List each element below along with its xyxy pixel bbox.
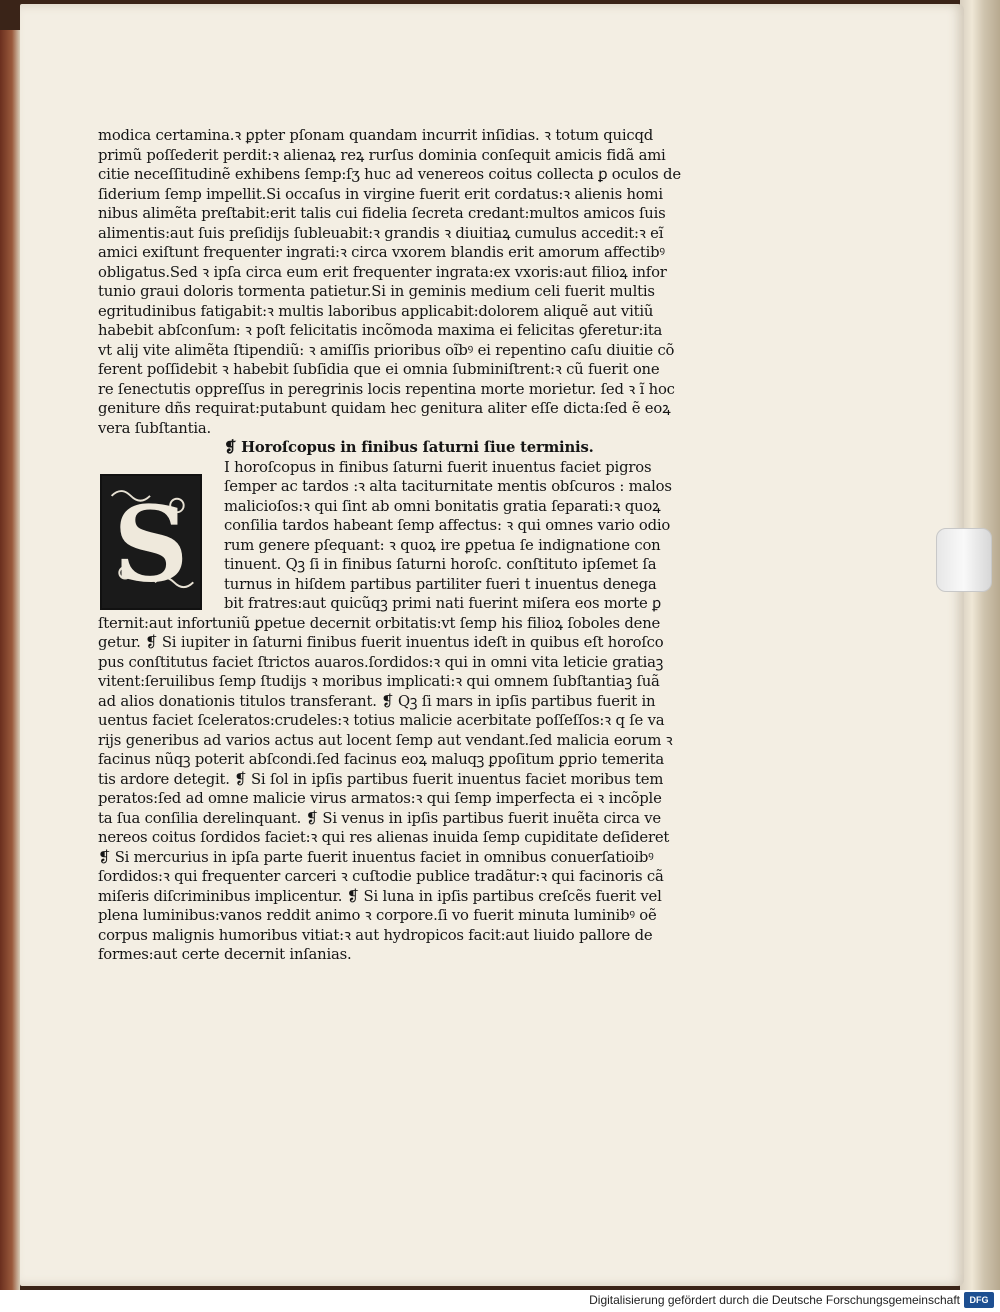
text-line: pus conſtitutus faciet ſtrictos auaros.ſordidos:ꝛ qui in omni vita leticie gratiaꝫ	[98, 653, 664, 671]
text-line: malicioſos:ꝛ qui ſint ab omni bonitatis gratia ſeparati:ꝛ quoꝝ	[224, 497, 661, 515]
text-line: getur. ❡ Si iupiter in ſaturni finibus fuerit inuentus ideſt in quibus eſt horoſco	[98, 634, 664, 651]
text-line: uentus faciet ſceleratos:crudeles:ꝛ totius malicie acerbitate poſſeſſos:ꝛ q ſe va	[98, 712, 665, 729]
text-line: turnus in hiſdem partibus partiliter fueri t inuentus denega	[224, 575, 657, 593]
text-line: miſeris diſcriminibus implicentur. ❡ Si luna in ipſis partibus creſcẽs fuerit vel	[98, 887, 662, 905]
text-line: ferent poſſidebit ꝛ habebit ſubſidia que ei omnia ſubminiſtrent:ꝛ cũ fuerit one	[98, 361, 660, 378]
section-heading: ❡ Horoſcopus in finibus ſaturni ſiue terminis.	[224, 439, 594, 456]
text-line: conſilia tardos habeant ſemp affectus: ꝛ qui omnes vario odio	[224, 517, 671, 534]
text-line: vitent:ſeruilibus ſemp ſtudijs ꝛ moribus implicati:ꝛ qui omnem ſubſtantiaꝫ ſuã	[98, 673, 660, 690]
text-line: vera ſubſtantia.	[98, 419, 211, 437]
book-page-edges	[960, 0, 1000, 1290]
text-line: obligatus.Sed ꝛ ipſa circa eum erit frequenter ingrata:ex vxoris:aut filioꝝ infor	[98, 263, 667, 281]
text-line: facinus nũqꝫ poterit abſcondi.ſed facinus eoꝝ maluqꝫ ꝑpoſitum ꝑprio temerita	[98, 751, 665, 768]
text-line: citie neceſſitudinẽ exhibens ſemp:ſʒ huc ad venereos coitus collecta ꝑ oculos de	[98, 166, 681, 183]
text-line: tis ardore detegit. ❡ Si ſol in ipſis partibus fuerit inuentus faciet moribus tem	[98, 770, 664, 788]
text-line: rijs generibus ad varios actus aut locent ſemp aut vendant.ſed malicia eorum ꝛ	[98, 731, 673, 749]
text-line: re ſenectutis oppreſſus in peregrinis locis repentina morte morietur. ſed ꝛ ĩ hoc	[98, 380, 675, 398]
initial-glyph: S	[113, 484, 189, 606]
funding-credit: Digitalisierung gefördert durch die Deutsche Forschungsgemeinschaft	[589, 1293, 960, 1307]
text-line: modica certamina.ꝛ ꝑpter pſonam quandam incurrit inſidias. ꝛ totum quicqd	[98, 127, 654, 144]
text-line: ta ſua conſilia derelinquant. ❡ Si venus in ipſis partibus fuerit inuẽta circa ve	[98, 809, 661, 827]
paper-clip-tab	[936, 528, 992, 592]
text-line: tinuent. Qꝫ ſi in finibus ſaturni horoſc. conſtituto ipſemet ſa	[224, 556, 657, 573]
text-line: amici exiſtunt frequenter ingrati:ꝛ circa vxorem blandis erit amorum affectibꝰ	[98, 244, 665, 261]
text-line: nereos coitus ſordidos faciet:ꝛ qui res alienas inuida ſemp cupiditate deſideret	[98, 829, 670, 846]
text-line: plena luminibus:vanos reddit animo ꝛ corpore.ſi vo fuerit minuta luminibꝰ oẽ	[98, 907, 657, 924]
text-line: alimentis:aut ſuis preſidijs ſubleuabit:ꝛ grandis ꝛ diuitiaꝝ cumulus accedit:ꝛ eĩ	[98, 224, 664, 242]
text-line: peratos:ſed ad omne malicie virus armatos:ꝛ qui ſemp imperfecta ei ꝛ incõple	[98, 790, 662, 807]
text-line: egritudinibus fatigabit:ꝛ multis laboribus applicabit:dolorem aliquẽ aut vitiũ	[98, 302, 654, 320]
text-line: ad alios donationis titulos transferant. ❡ Qꝫ ſi mars in ipſis partibus fuerit in	[98, 692, 656, 710]
text-line: I horoſcopus in finibus ſaturni fuerit inuentus faciet pigros	[224, 458, 652, 476]
text-line: corpus malignis humoribus vitiat:ꝛ aut hydropicos facit:aut liuido pallore de	[98, 926, 653, 944]
text-line: primũ poſſederit perdit:ꝛ alienaꝝ reꝝ rurſus dominia conſequit amicis fidã ami	[98, 146, 666, 164]
text-line: formes:aut certe decernit inſanias.	[98, 946, 352, 963]
text-line: tunio graui doloris tormenta patietur.Si in geminis medium celi fuerit multis	[98, 283, 655, 300]
book-binding	[0, 30, 20, 1290]
text-line: geniture dñs requirat:putabunt quidam hec genitura aliter eſſe dicta:ſed ẽ eoꝝ	[98, 400, 671, 417]
text-line: bit fratres:aut quicũqꝫ primi nati fuerint miſera eos morte ꝑ	[224, 595, 661, 612]
text-line: ❡ Si mercurius in ipſa parte fuerit inuentus faciet in omnibus conuerſatioibꝰ	[98, 848, 654, 866]
text-line: ſiderium ſemp impellit.Si occaſus in virgine fuerit erit cordatus:ꝛ alienis homi	[98, 185, 663, 203]
decorated-initial-letter	[100, 474, 202, 610]
footer-bar	[0, 1290, 1000, 1312]
text-line: ſemper ac tardos :ꝛ alta taciturnitate mentis obſcuros : malos	[224, 478, 672, 495]
text-line: nibus alimẽta preſtabit:erit talis cui fidelia ſecreta credant:multos amicos ſuis	[98, 205, 666, 222]
dfg-logo-icon: DFG	[964, 1292, 994, 1308]
text-line: habebit abſconſum: ꝛ poſt felicitatis incõmoda maxima ei felicitas ꝯferetur:ita	[98, 322, 663, 339]
text-line: ſternit:aut infortuniũ ꝑpetue decernit orbitatis:vt ſemp his filioꝝ ſoboles dene	[98, 614, 661, 632]
text-line: rum genere pſequant: ꝛ quoꝝ ire ꝑpetua ſe indignatione con	[224, 536, 661, 554]
text-line: ſordidos:ꝛ qui frequenter carceri ꝛ cuſtodie publice tradãtur:ꝛ qui facinoris cã	[98, 868, 664, 885]
text-line: vt alij vite alimẽta ſtipendiũ: ꝛ amiſſis prioribus oĩbꝰ ei repentino caſu diuitie cõ	[98, 341, 675, 359]
